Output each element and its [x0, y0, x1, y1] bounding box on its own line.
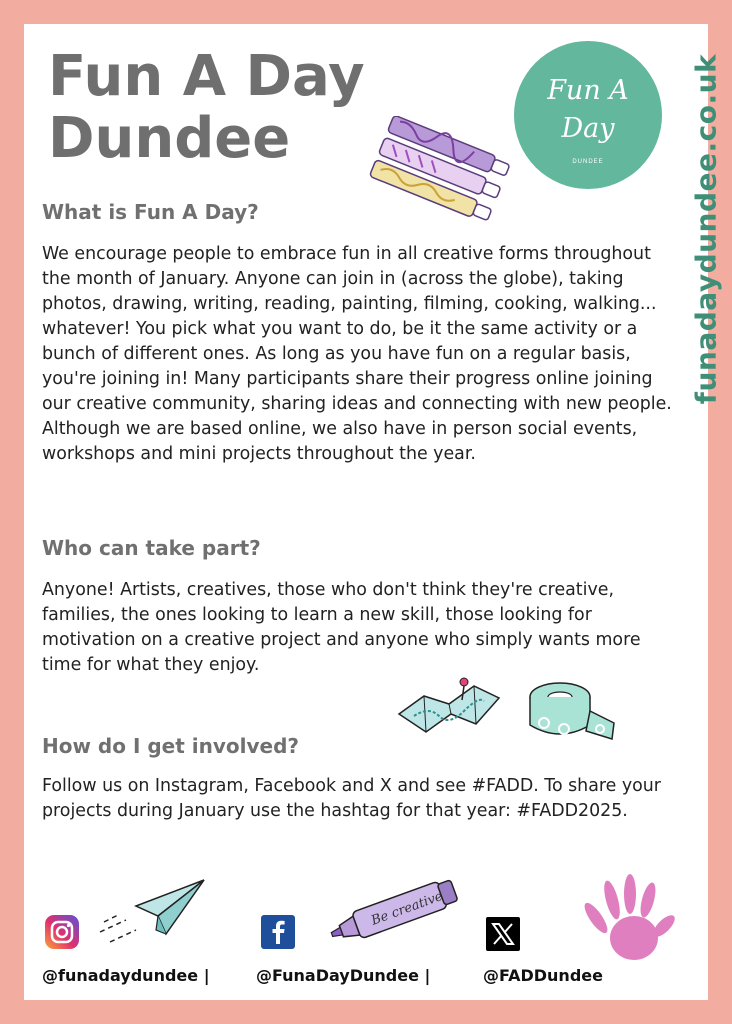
logo-line-2: Day: [561, 113, 615, 144]
logo-line-1: Fun A: [547, 75, 629, 106]
x-icon[interactable]: [485, 916, 521, 952]
x-handle[interactable]: @FADDundee: [483, 966, 603, 985]
section-heading-how: How do I get involved?: [42, 734, 299, 758]
website-url[interactable]: [681, 53, 731, 405]
flyer-page: [24, 24, 723, 1000]
highlighter-icon: [324, 872, 464, 952]
markers-icon: [354, 116, 514, 226]
logo-line-3: DUNDEE: [572, 159, 604, 165]
section-body-how: Follow us on Instagram, Facebook and X and see #FADD. To share your projects during January use the hashtag for that year: #FADD2025.: [42, 776, 661, 821]
fun-a-day-logo: [514, 41, 662, 189]
hand-print-icon: [576, 874, 676, 974]
section-body-who: Anyone! Artists, creatives, those who don't think they're creative, families, the ones looking to learn a new skill, those looking for motivation on a creative project and anyone who simply wants more time for what they enjoy.: [42, 580, 641, 675]
paper-plane-icon: [96, 876, 206, 946]
page-title: [48, 46, 365, 170]
tape-icon: [524, 679, 619, 751]
section-heading-what: What is Fun A Day?: [42, 200, 259, 224]
instagram-icon[interactable]: [44, 914, 80, 950]
title-line-2: Dundee: [48, 106, 291, 171]
website-url-text[interactable]: funadaydundee.co.uk: [689, 53, 723, 405]
instagram-handle[interactable]: @funadaydundee |: [42, 966, 210, 985]
highlighter-label: Be creative: [369, 889, 445, 929]
section-heading-who: Who can take part?: [42, 536, 261, 560]
section-body-what: We encourage people to embrace fun in all creative forms throughout the month of January. Anyone can join in (across the globe), taking photos, drawing, writing, reading, painting, filming, cooking, walking... whatever! You pick what you want to do, be it the same activity or a bunch of different ones. As long as you have fun on a regular basis, you're joining in! Many participants share their progress online joining our creative community, sharing ideas and connecting with new people. Although we are based online, we also have in person social events, workshops and mini projects throughout the year.: [42, 244, 672, 464]
facebook-handle[interactable]: @FunaDayDundee |: [256, 966, 431, 985]
map-icon: [394, 674, 504, 744]
title-line-1: Fun A Day: [48, 44, 365, 109]
facebook-icon[interactable]: [260, 914, 296, 950]
